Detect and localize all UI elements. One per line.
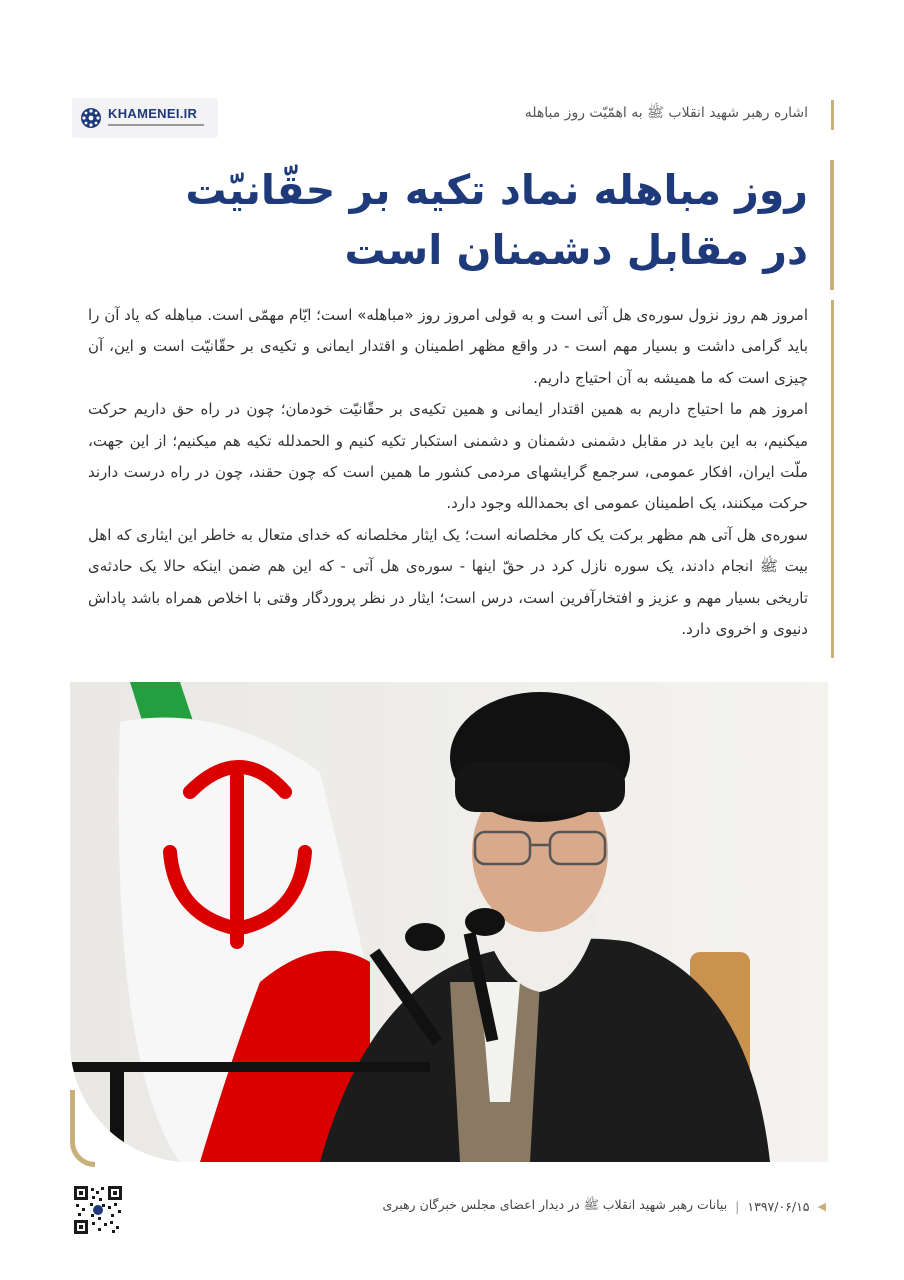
footer-source-text: بیانات رهبر شهید انقلاب ﷺ در دیدار اعضای مجلس خبرگان رهبری	[382, 1197, 728, 1212]
logo-subtitle-graphic	[108, 123, 204, 129]
body-accent-bar	[831, 300, 834, 658]
qr-code-icon[interactable]	[74, 1186, 122, 1234]
triangle-icon: ◀	[817, 1200, 826, 1213]
footer-date: ۱۳۹۷/۰۶/۱۵	[747, 1199, 810, 1214]
title-line-1: روز مباهله نماد تکیه بر حقّانیّت	[185, 166, 808, 214]
photo-corner-accent	[70, 1090, 95, 1167]
footer-source	[383, 1197, 826, 1216]
kicker-accent-bar	[831, 100, 834, 130]
logo-text: KHAMENEI.IR	[108, 106, 198, 121]
paragraph-1: امروز هم روز نزول سوره‌ی هل‌ آتی است و به قولی امروز روز «مباهله» است؛ ایّام مهمّی است. مباهله که یاد آن را باید گرامی داشت و بسیار مهم است - در واقع مظهر اطمینان و اقتدار ایمانی و تکیه‌ی بر حقّانیّت است و این، آن چیزی است که ما همیشه به آن احتیاج داریم.	[88, 306, 808, 387]
site-logo[interactable]	[72, 98, 218, 138]
title-line-2: در مقابل دشمنان است	[344, 226, 808, 274]
kicker-text: اشاره رهبر شهید انقلاب ﷺ به اهمّیّت روز مباهله	[524, 105, 808, 121]
footer-separator: |	[735, 1199, 740, 1214]
page-title	[168, 160, 808, 280]
portrait-photo	[70, 682, 828, 1162]
logo-emblem-icon	[80, 107, 102, 129]
paragraph-2: امروز هم ما احتیاج داریم به همین اقتدار ایمانی و همین تکیه‌ی بر حقّانیّت خودمان؛ چون در راه حق داریم حرکت میکنیم، به این باید در مقابل دشمنی دشمنان و دشمنی استکبار تکیه کنیم و الحمدلله تکیه هم میکنیم؛ از این جهت، ملّت ایران، افکار عمومی، سرجمع گرایشهای مردمی کشور ما همین است که چون حقند، چون در راه درست دارند حرکت میکنند، یک اطمینان عمومی ای بحمدالله وجود دارد.	[88, 400, 808, 513]
portrait-illustration	[70, 682, 828, 1162]
title-accent-bar	[830, 160, 834, 290]
paragraph-3: سوره‌ی هل ‌آتی هم مظهر برکت یک کار مخلصانه است؛ یک ایثار مخلصانه که خدای متعال به خاطر این ایثاری که اهل بیت ﷺ انجام دادند، یک سوره نازل کرد در حقّ اینها - سوره‌ی هل ‌آتی - که این هم ضمن اینکه حالا یک حادثه‌ی تاریخی بسیار مهم و عزیز و افتخارآفرین است، درس است؛ ایثار در نظر پروردگار وقتی با اخلاص همراه باشد پاداش دنیوی و اخروی دارد.	[88, 525, 808, 639]
article-body	[88, 300, 808, 645]
